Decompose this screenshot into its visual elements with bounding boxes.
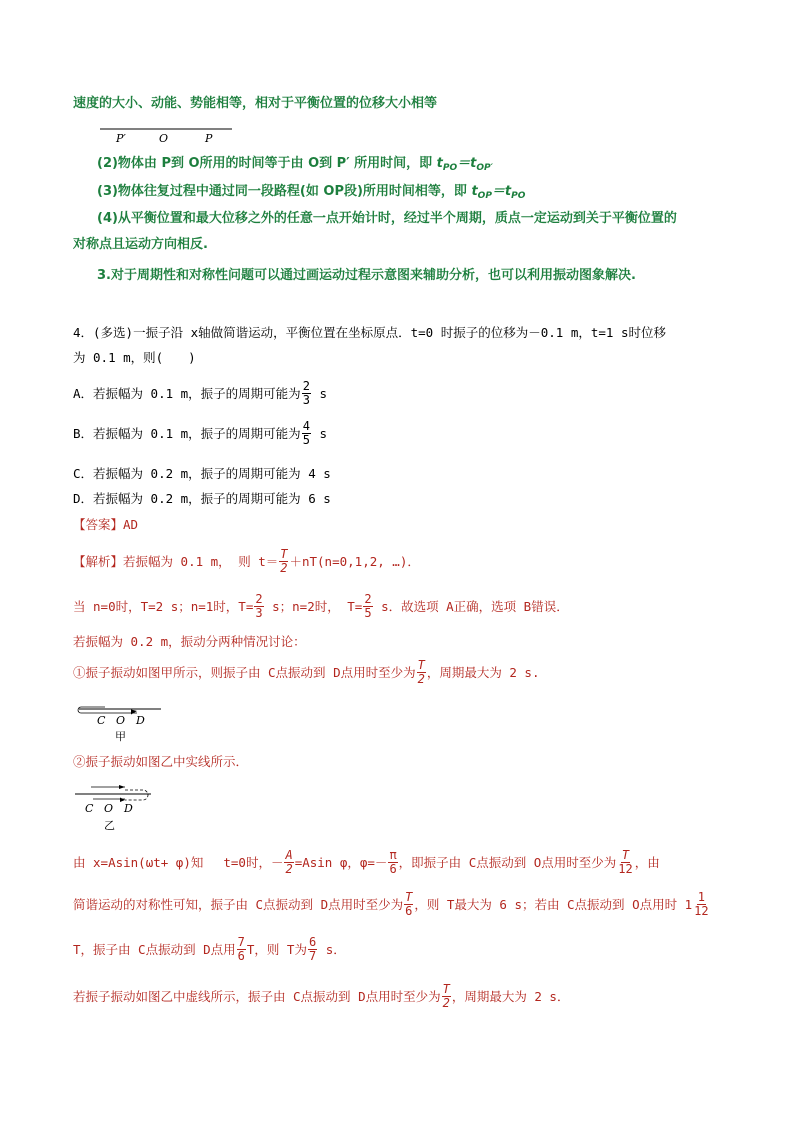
fig-yi-label-d: D — [124, 802, 133, 815]
analysis-line9: 若振子振动如图乙中虚线所示，振子由 C点振动到 D点用时至少为 $\frac{T}{2}$ ，周期最大为 2 s． — [73, 982, 570, 1010]
analysis-line5: ②振子振动如图乙中实线所示． — [73, 754, 249, 769]
analysis-line8: T，振子由 C点振动到 D点用 $\frac{7}{6}$ T，则 T为 $\frac{6}{7}$ s． — [73, 935, 346, 963]
summary-item-2: (2)物体由 P到 O所用的时间等于由 O到 P′ 所用时间，即 $t_{PO}=t_{OP'}$ — [97, 156, 493, 173]
fig-yi-label-c: C — [85, 802, 94, 815]
summary-item-4-line1: (4)从平衡位置和最大位移之外的任意一点开始计时，经过半个周期，质点一定运动到关于平衡位置的 — [97, 211, 677, 226]
analysis-line7: 简谐运动的对称性可知，振子由 C点振动到 D点用时至少为 $\frac{T}{6}$ ，则 T最大为 6 s；若由 C点振动到 O点用时 1 $\frac{1}{12}$ — [73, 890, 709, 918]
analysis-line6: 由 x=Asin(ωt+ φ)知 t=0时，－ $\frac{A}{2}$ =Asin φ，φ=－ $\frac{\pi}{6}$ ，即振子由 C点振动到 O点用时至少为 $\frac{T}{12}$ ，由 — [73, 848, 660, 876]
fig-jia-label-d: D — [136, 714, 145, 727]
analysis-line2: 当 n=0时，T=2 s；n=1时，T= $\frac{2}{3}$ s；n=2时， T= $\frac{2}{5}$ s．故选项 A正确，选项 B错误． — [73, 592, 569, 620]
figure-p-o-p-line — [98, 124, 238, 146]
option-c: C．若振幅为 0.2 m，振子的周期可能为 4 s — [73, 466, 331, 481]
summary-intro-line: 速度的大小、动能、势能相等，相对于平衡位置的位移大小相等 — [73, 96, 438, 111]
fig1-label-o: O — [159, 132, 169, 145]
question-stem-line1: 4．(多选)一振子沿 x轴做简谐运动，平衡位置在坐标原点．t=0 时振子的位移为－0.1 m，t=1 s时位移 — [73, 325, 666, 340]
fig1-label-p: P — [205, 132, 213, 145]
answer-value: AD — [123, 517, 139, 532]
analysis-line1: 【解析】若振幅为 0.1 m， 则 t＝ $\frac{T}{2}$ ＋nT(n=0,1,2, …)． — [73, 547, 420, 575]
fig-yi-caption: 乙 — [104, 819, 115, 832]
fig-jia-label-c: C — [97, 714, 106, 727]
summary-point-3: 3.对于周期性和对称性问题可以通过画运动过程示意图来辅助分析，也可以利用振动图象解决. — [97, 268, 636, 283]
fig-jia-label-o: O — [116, 714, 126, 727]
analysis-line3: 若振幅为 0.2 m，振动分两种情况讨论： — [73, 634, 306, 649]
answer-line — [73, 517, 138, 533]
fig1-label-pprime: P′ — [116, 132, 126, 145]
figure-yi — [73, 784, 173, 834]
option-d: D．若振幅为 0.2 m，振子的周期可能为 6 s — [73, 491, 331, 506]
option-a: A．若振幅为 0.1 m，振子的周期可能为 $\frac{2}{3}$ s — [73, 379, 327, 407]
question-stem-line2: 为 0.1 m，则( ) — [73, 350, 196, 365]
fig-yi-label-o: O — [104, 802, 114, 815]
summary-item-4-line2: 对称点且运动方向相反. — [73, 237, 208, 252]
answer-label: 【答案】 — [73, 517, 124, 532]
summary-item-3: (3)物体往复过程中通过同一段路程(如 OP段)所用时间相等，即 $t_{OP}=t_{PO}$ — [97, 184, 526, 201]
option-b: B．若振幅为 0.1 m，振子的周期可能为 $\frac{4}{5}$ s — [73, 419, 327, 447]
fig-jia-caption: 甲 — [115, 730, 126, 743]
analysis-line4: ①振子振动如图甲所示，则振子由 C点振动到 D点用时至少为 $\frac{T}{2}$ ，周期最大为 2 s. — [73, 658, 540, 686]
figure-jia — [73, 700, 173, 746]
analysis-label: 【解析】 — [73, 554, 124, 569]
